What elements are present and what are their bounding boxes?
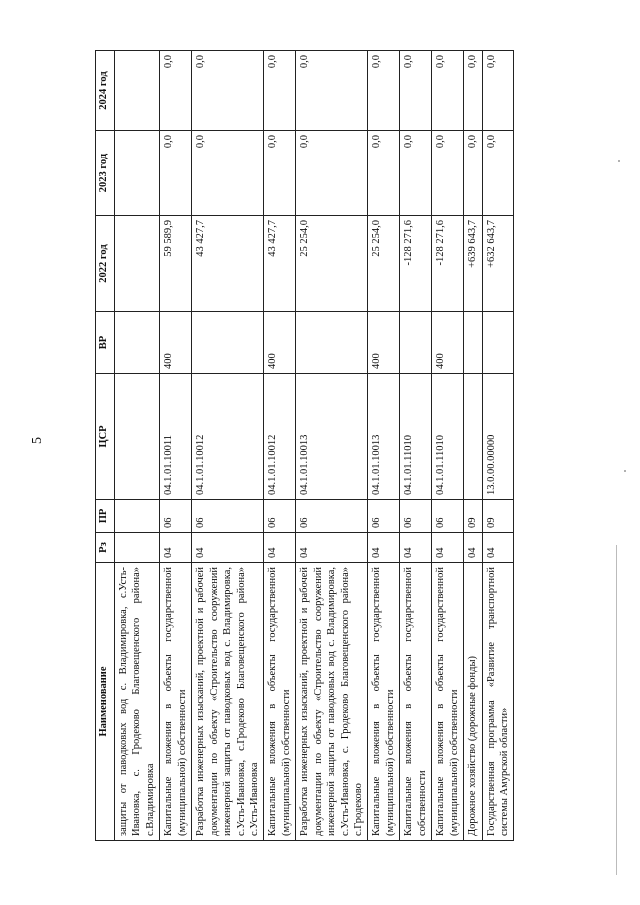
cell-vr: 400 (368, 312, 400, 374)
cell-name: защиты от паводковых вод с. Владимировка, с.Усть-Ивановка, с. Гродеково Благовещенского района» с.Владимировка (115, 563, 160, 841)
cell-rz: 04 (400, 533, 432, 563)
cell-vr (115, 312, 160, 374)
cell-csr: 04.1.01.11010 (400, 374, 432, 500)
cell-vr (482, 312, 514, 374)
table-row (368, 51, 400, 841)
cell-y2022 (115, 216, 160, 312)
table-body (115, 51, 514, 841)
cell-y2023: 0,0 (296, 131, 368, 216)
cell-pr: 06 (368, 500, 400, 533)
budget-table (95, 50, 514, 841)
cell-y2022: 43 427,7 (264, 216, 296, 312)
cell-y2022: 43 427,7 (192, 216, 264, 312)
cell-pr (115, 500, 160, 533)
header-rz: Рз (96, 533, 115, 563)
cell-csr: 13.0.00.00000 (482, 374, 514, 500)
cell-pr: 09 (482, 500, 514, 533)
cell-pr: 06 (432, 500, 464, 533)
cell-name: Капитальные вложения в объекты государственной собственности (400, 563, 432, 841)
cell-name: Разработка инженерных изысканий, проектной и рабочей документации по объекту «Строительство сооружений инженерной защиты от паводковых вод с. Владимировка, с.Усть-Ивановка, с.Гродеково Благовещенского района» с.Усть-Ивановка (192, 563, 264, 841)
cell-csr: 04.1.01.10012 (192, 374, 264, 500)
cell-y2023: 0,0 (160, 131, 192, 216)
cell-vr (400, 312, 432, 374)
cell-csr: 04.1.01.10011 (160, 374, 192, 500)
cell-y2022: +639 643,7 (464, 216, 482, 312)
cell-y2022: 59 589,9 (160, 216, 192, 312)
header-vr: ВР (96, 312, 115, 374)
cell-y2022: +632 643,7 (482, 216, 514, 312)
rotated-table-wrapper (95, 51, 615, 841)
cell-name: Государственная программа «Развитие транспортной системы Амурской области» (482, 563, 514, 841)
cell-csr: 04.1.01.10013 (368, 374, 400, 500)
table-row (115, 51, 160, 841)
cell-name: Капитальные вложения в объекты государственной (муниципальной) собственности (160, 563, 192, 841)
cell-rz: 04 (464, 533, 482, 563)
cell-csr (464, 374, 482, 500)
table-header-row (96, 51, 115, 841)
page-number: 5 (30, 437, 45, 444)
cell-rz: 04 (192, 533, 264, 563)
cell-name: Дорожное хозяйство (дорожные фонды) (464, 563, 482, 841)
cell-vr: 400 (160, 312, 192, 374)
table-row (296, 51, 368, 841)
cell-csr (115, 374, 160, 500)
header-2024: 2024 год (96, 51, 115, 131)
cell-y2024: 0,0 (264, 51, 296, 131)
cell-pr: 06 (264, 500, 296, 533)
cell-y2024: 0,0 (432, 51, 464, 131)
cell-pr: 09 (464, 500, 482, 533)
cell-pr: 06 (296, 500, 368, 533)
cell-y2023: 0,0 (192, 131, 264, 216)
cell-rz: 04 (368, 533, 400, 563)
cell-pr: 06 (400, 500, 432, 533)
cell-csr: 04.1.01.10012 (264, 374, 296, 500)
cell-y2023: 0,0 (432, 131, 464, 216)
cell-name: Капитальные вложения в объекты государственной (муниципальной) собственности (432, 563, 464, 841)
cell-y2023: 0,0 (264, 131, 296, 216)
cell-vr: 400 (264, 312, 296, 374)
cell-y2024: 0,0 (482, 51, 514, 131)
cell-name: Капитальные вложения в объекты государственной (муниципальной) собственности (264, 563, 296, 841)
cell-rz (115, 533, 160, 563)
cell-name: Капитальные вложения в объекты государственной (муниципальной) собственности (368, 563, 400, 841)
cell-y2024: 0,0 (400, 51, 432, 131)
cell-y2024: 0,0 (192, 51, 264, 131)
cell-rz: 04 (264, 533, 296, 563)
table-row (482, 51, 514, 841)
cell-y2023: 0,0 (464, 131, 482, 216)
cell-y2022: 25 254,0 (296, 216, 368, 312)
scan-speck (618, 160, 620, 162)
table-row (160, 51, 192, 841)
cell-rz: 04 (482, 533, 514, 563)
cell-y2024: 0,0 (160, 51, 192, 131)
cell-y2023: 0,0 (400, 131, 432, 216)
header-2023: 2023 год (96, 131, 115, 216)
cell-rz: 04 (296, 533, 368, 563)
cell-y2022: 25 254,0 (368, 216, 400, 312)
cell-vr (296, 312, 368, 374)
cell-y2023: 0,0 (482, 131, 514, 216)
cell-vr: 400 (432, 312, 464, 374)
cell-vr (464, 312, 482, 374)
cell-pr: 06 (160, 500, 192, 533)
cell-y2022: -128 271,6 (400, 216, 432, 312)
cell-rz: 04 (160, 533, 192, 563)
header-name: Наименование (96, 563, 115, 841)
table-row (264, 51, 296, 841)
scan-speck (624, 470, 626, 472)
cell-y2024: 0,0 (296, 51, 368, 131)
table-row (192, 51, 264, 841)
table-row (400, 51, 432, 841)
table-row (432, 51, 464, 841)
header-2022: 2022 год (96, 216, 115, 312)
cell-csr: 04.1.01.10013 (296, 374, 368, 500)
cell-rz: 04 (432, 533, 464, 563)
cell-vr (192, 312, 264, 374)
header-csr: ЦСР (96, 374, 115, 500)
cell-y2024 (115, 51, 160, 131)
cell-y2023 (115, 131, 160, 216)
cell-csr: 04.1.01.11010 (432, 374, 464, 500)
cell-pr: 06 (192, 500, 264, 533)
cell-name: Разработка инженерных изысканий, проектной и рабочей документации по объекту «Строительство сооружений инженерной защиты от паводковых вод с. Владимировка, с.Усть-Ивановка, с. Гродеково Благовещенского района» с.Гродеково (296, 563, 368, 841)
header-pr: ПР (96, 500, 115, 533)
cell-y2024: 0,0 (464, 51, 482, 131)
cell-y2024: 0,0 (368, 51, 400, 131)
cell-y2023: 0,0 (368, 131, 400, 216)
page-edge-line (616, 545, 617, 875)
cell-y2022: -128 271,6 (432, 216, 464, 312)
table-row (464, 51, 482, 841)
